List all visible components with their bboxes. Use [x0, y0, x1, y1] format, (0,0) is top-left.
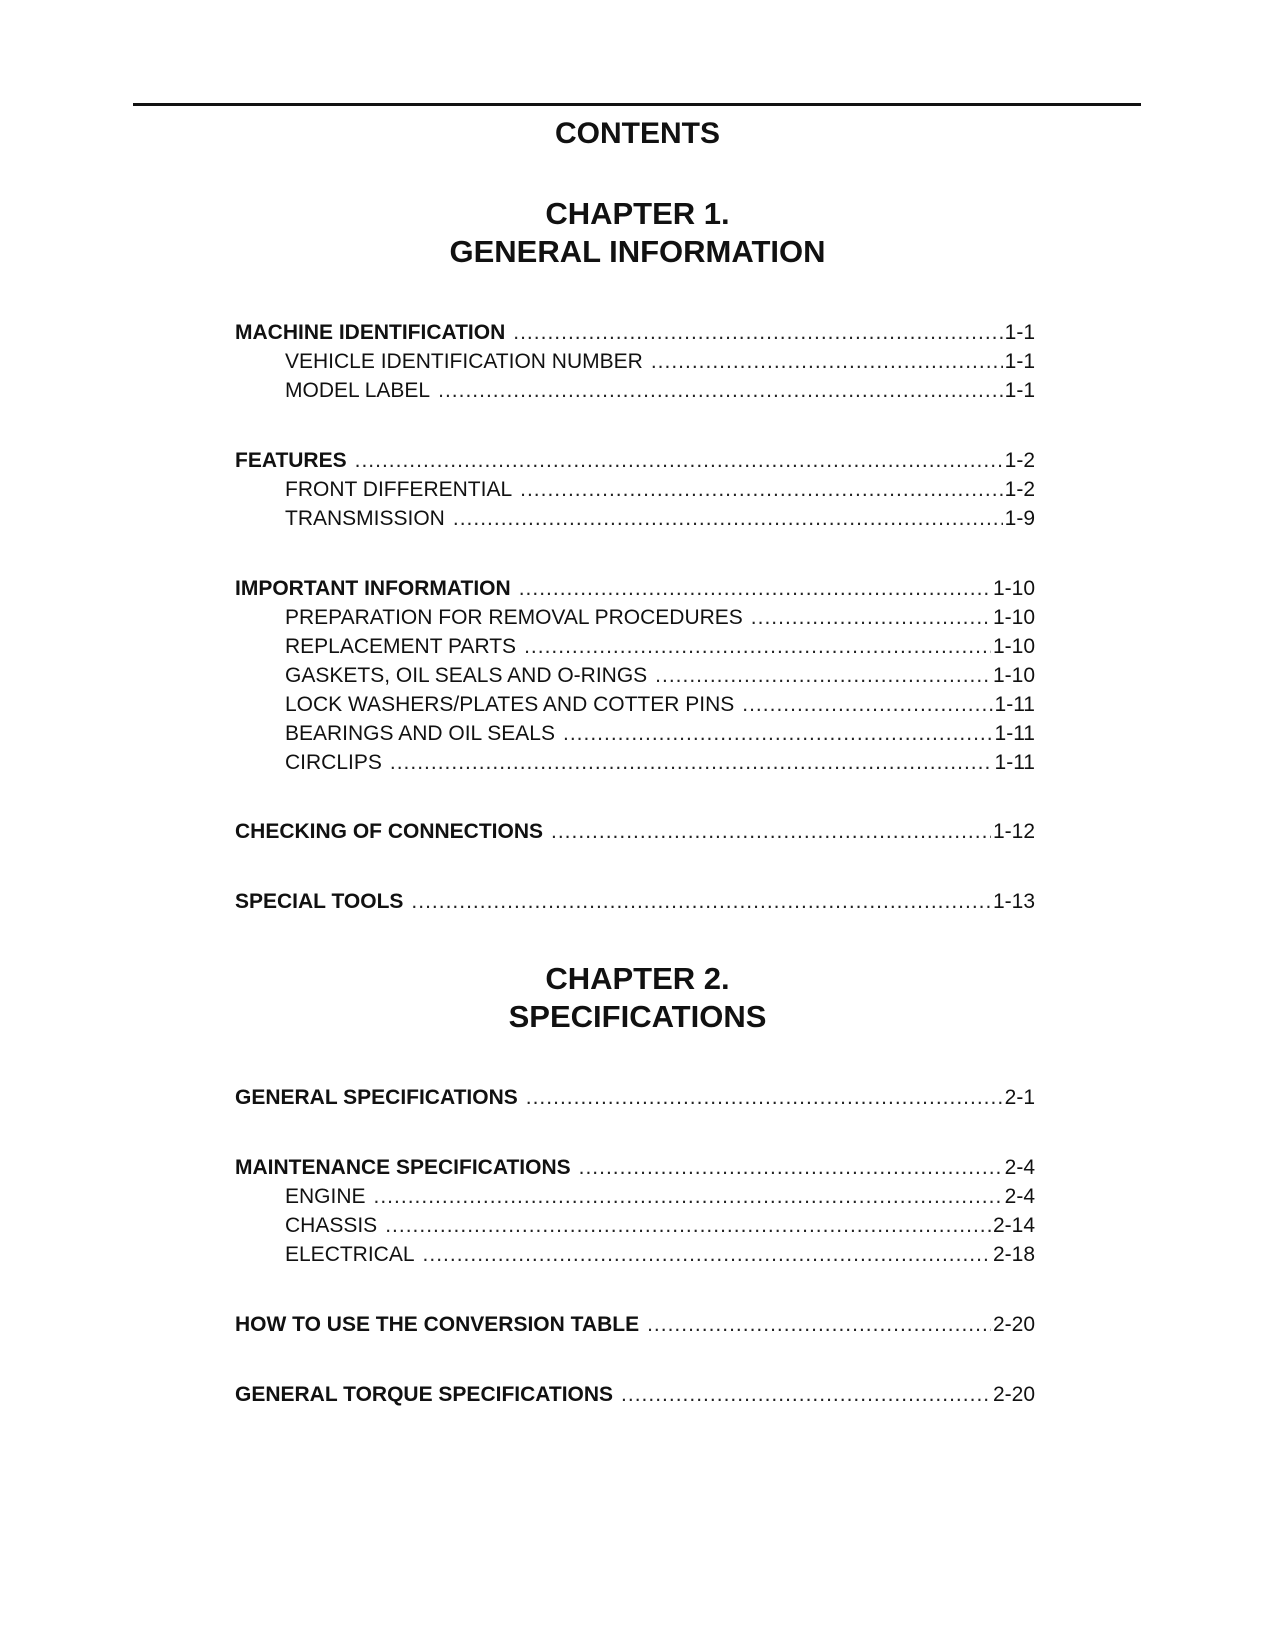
- page-title: CONTENTS: [555, 117, 720, 150]
- dot-leader: [579, 1153, 1003, 1182]
- dot-leader: [563, 719, 993, 748]
- dot-leader: [651, 347, 1003, 376]
- chapter-2-heading: [0, 960, 1275, 1036]
- toc-entry-transmission[interactable]: [235, 504, 1035, 533]
- dot-leader: [520, 475, 1003, 504]
- dot-leader: [355, 446, 1003, 475]
- toc-entry-label: GENERAL SPECIFICATIONS: [235, 1086, 518, 1109]
- toc-entry-gaskets-oil-seals-and-o-rings[interactable]: [235, 661, 1035, 690]
- toc-entry-preparation-for-removal-procedures[interactable]: [235, 603, 1035, 632]
- dot-leader: [453, 504, 1003, 533]
- toc-entry-model-label[interactable]: [235, 376, 1035, 405]
- toc-entry-page: 2-14: [992, 1214, 1035, 1237]
- dot-leader: [647, 1310, 991, 1339]
- toc-entry-label: CHASSIS: [285, 1214, 378, 1237]
- toc-entry-page: 1-12: [992, 820, 1035, 843]
- toc-entry-label: IMPORTANT INFORMATION: [235, 577, 511, 600]
- toc-entry-label: PREPARATION FOR REMOVAL PROCEDURES: [285, 606, 743, 629]
- dot-leader: [374, 1182, 1003, 1211]
- toc-entry-label: ELECTRICAL: [285, 1243, 415, 1266]
- toc-entry-engine[interactable]: [235, 1182, 1035, 1211]
- toc-entry-maintenance-specifications[interactable]: [235, 1153, 1035, 1182]
- toc-entry-label: MACHINE IDENTIFICATION: [235, 321, 506, 344]
- toc-entry-replacement-parts[interactable]: [235, 632, 1035, 661]
- toc-entry-page: 1-10: [992, 606, 1035, 629]
- toc-entry-label: TRANSMISSION: [285, 507, 445, 530]
- toc-entry-page: 2-4: [1004, 1156, 1035, 1179]
- toc-entry-page: 1-11: [994, 722, 1035, 745]
- top-rule: [133, 103, 1141, 106]
- dot-leader: [513, 318, 1002, 347]
- toc-entry-label: HOW TO USE THE CONVERSION TABLE: [235, 1313, 640, 1336]
- toc-entry-page: 1-10: [992, 664, 1035, 687]
- dot-leader: [751, 603, 991, 632]
- toc-entry-general-specifications[interactable]: [235, 1083, 1035, 1112]
- toc-entry-circlips[interactable]: [235, 748, 1035, 777]
- toc-entry-label: MAINTENANCE SPECIFICATIONS: [235, 1156, 571, 1179]
- toc-entry-label: BEARINGS AND OIL SEALS: [285, 722, 555, 745]
- toc-entry-page: 1-2: [1004, 478, 1035, 501]
- toc-entry-page: 1-10: [992, 635, 1035, 658]
- toc-entry-label: VEHICLE IDENTIFICATION NUMBER: [285, 350, 643, 373]
- toc-entry-page: 2-1: [1004, 1086, 1035, 1109]
- toc-entry-page: 1-1: [1004, 321, 1035, 344]
- toc-entry-page: 1-2: [1004, 449, 1035, 472]
- toc-entry-page: 1-9: [1004, 507, 1035, 530]
- dot-leader: [411, 887, 991, 916]
- toc-entry-machine-identification[interactable]: [235, 318, 1035, 347]
- toc-entry-special-tools[interactable]: [235, 887, 1035, 916]
- toc-entry-general-torque-specifications[interactable]: [235, 1380, 1035, 1409]
- dot-leader: [423, 1240, 991, 1269]
- toc-entry-label: FRONT DIFFERENTIAL: [285, 478, 513, 501]
- toc-entry-how-to-use-the-conversion-table[interactable]: [235, 1310, 1035, 1339]
- toc-entry-bearings-and-oil-seals[interactable]: [235, 719, 1035, 748]
- chapter-1-heading: [0, 195, 1275, 271]
- toc-entry-page: 2-20: [992, 1313, 1035, 1336]
- toc-entry-label: LOCK WASHERS/PLATES AND COTTER PINS: [285, 693, 735, 716]
- chapter-2-number: CHAPTER 2.: [545, 961, 730, 996]
- dot-leader: [519, 574, 991, 603]
- dot-leader: [742, 690, 992, 719]
- toc-entry-label: CHECKING OF CONNECTIONS: [235, 820, 544, 843]
- dot-leader: [385, 1211, 991, 1240]
- toc-entry-vehicle-identification-number[interactable]: [235, 347, 1035, 376]
- toc-entry-page: 1-13: [992, 890, 1035, 913]
- toc-entry-page: 1-10: [992, 577, 1035, 600]
- toc-entry-label: GENERAL TORQUE SPECIFICATIONS: [235, 1383, 614, 1406]
- toc-entry-chassis[interactable]: [235, 1211, 1035, 1240]
- dot-leader: [526, 1083, 1003, 1112]
- toc-entry-page: 2-20: [992, 1383, 1035, 1406]
- dot-leader: [621, 1380, 991, 1409]
- toc-entry-label: SPECIAL TOOLS: [235, 890, 404, 913]
- toc-entry-page: 1-1: [1004, 379, 1035, 402]
- toc-entry-label: ENGINE: [285, 1185, 366, 1208]
- dot-leader: [551, 817, 991, 846]
- toc-entry-page: 1-11: [994, 751, 1035, 774]
- toc-entry-label: CIRCLIPS: [285, 751, 382, 774]
- toc-entry-features[interactable]: [235, 446, 1035, 475]
- chapter-2-title: SPECIFICATIONS: [508, 999, 767, 1034]
- toc-entry-important-information[interactable]: [235, 574, 1035, 603]
- toc-entry-label: REPLACEMENT PARTS: [285, 635, 517, 658]
- toc-entry-page: 2-4: [1004, 1185, 1035, 1208]
- toc-entry-lock-washers-plates-and-cotter-pins[interactable]: [235, 690, 1035, 719]
- toc-entry-page: 1-1: [1004, 350, 1035, 373]
- toc-entry-page: 1-11: [994, 693, 1035, 716]
- toc-entry-electrical[interactable]: [235, 1240, 1035, 1269]
- chapter-1-number: CHAPTER 1.: [545, 196, 730, 231]
- chapter-1-title: GENERAL INFORMATION: [449, 234, 826, 269]
- dot-leader: [438, 376, 1003, 405]
- toc-entry-label: MODEL LABEL: [285, 379, 431, 402]
- toc-entry-front-differential[interactable]: [235, 475, 1035, 504]
- toc-entry-page: 2-18: [992, 1243, 1035, 1266]
- toc-entry-checking-of-connections[interactable]: [235, 817, 1035, 846]
- toc-entry-label: FEATURES: [235, 449, 347, 472]
- dot-leader: [655, 661, 991, 690]
- toc-entry-label: GASKETS, OIL SEALS AND O-RINGS: [285, 664, 648, 687]
- dot-leader: [524, 632, 991, 661]
- dot-leader: [390, 748, 993, 777]
